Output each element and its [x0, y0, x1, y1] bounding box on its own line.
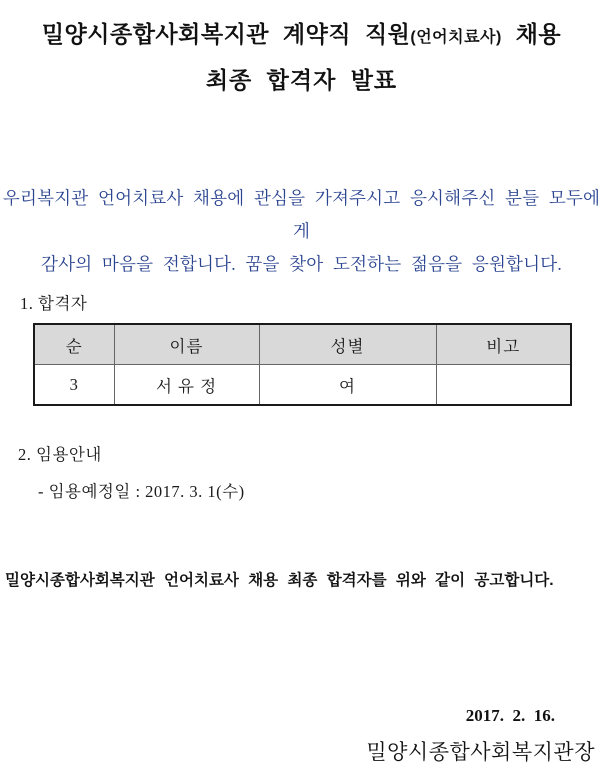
title-line-2: 최종 합격자 발표 [205, 67, 398, 94]
cell-name: 서 유 정 [114, 365, 259, 406]
column-header-name: 이름 [114, 324, 259, 365]
greeting-line-2: 감사의 마음을 전합니다. 꿈을 찾아 도전하는 젊음을 응원합니다. [41, 254, 562, 274]
section-heading-winners: 1. 합격자 [20, 294, 88, 313]
cell-order: 3 [34, 365, 114, 406]
appointment-date-item: - 임용예정일 : 2017. 3. 1(수) [38, 482, 245, 501]
section-heading-appointment: 2. 임용안내 [18, 445, 102, 464]
signature-director: 밀양시종합사회복지관장 [366, 741, 595, 764]
column-header-gender: 성별 [259, 324, 436, 365]
greeting-paragraph [0, 182, 603, 281]
document-title [0, 22, 603, 94]
title-line1-tail: 채용 [501, 21, 562, 47]
title-line-1 [0, 22, 603, 47]
column-header-order: 순 [34, 324, 114, 365]
winners-table [33, 323, 572, 406]
table-row [34, 365, 571, 406]
cell-note [436, 365, 571, 406]
cell-gender: 여 [259, 365, 436, 406]
greeting-line-1: 우리복지관 언어치료사 채용에 관심을 가져주시고 응시해주신 분들 모두에게 [2, 188, 601, 241]
column-header-note: 비고 [436, 324, 571, 365]
title-line1-main: 밀양시종합사회복지관 계약직 직원 [41, 21, 411, 47]
closing-statement: 밀양시종합사회복지관 언어치료사 채용 최종 합격자를 위와 같이 공고합니다. [5, 572, 554, 589]
document-date: 2017. 2. 16. [465, 706, 555, 725]
table-header-row [34, 324, 571, 365]
title-line1-paren: (언어치료사) [410, 29, 502, 46]
